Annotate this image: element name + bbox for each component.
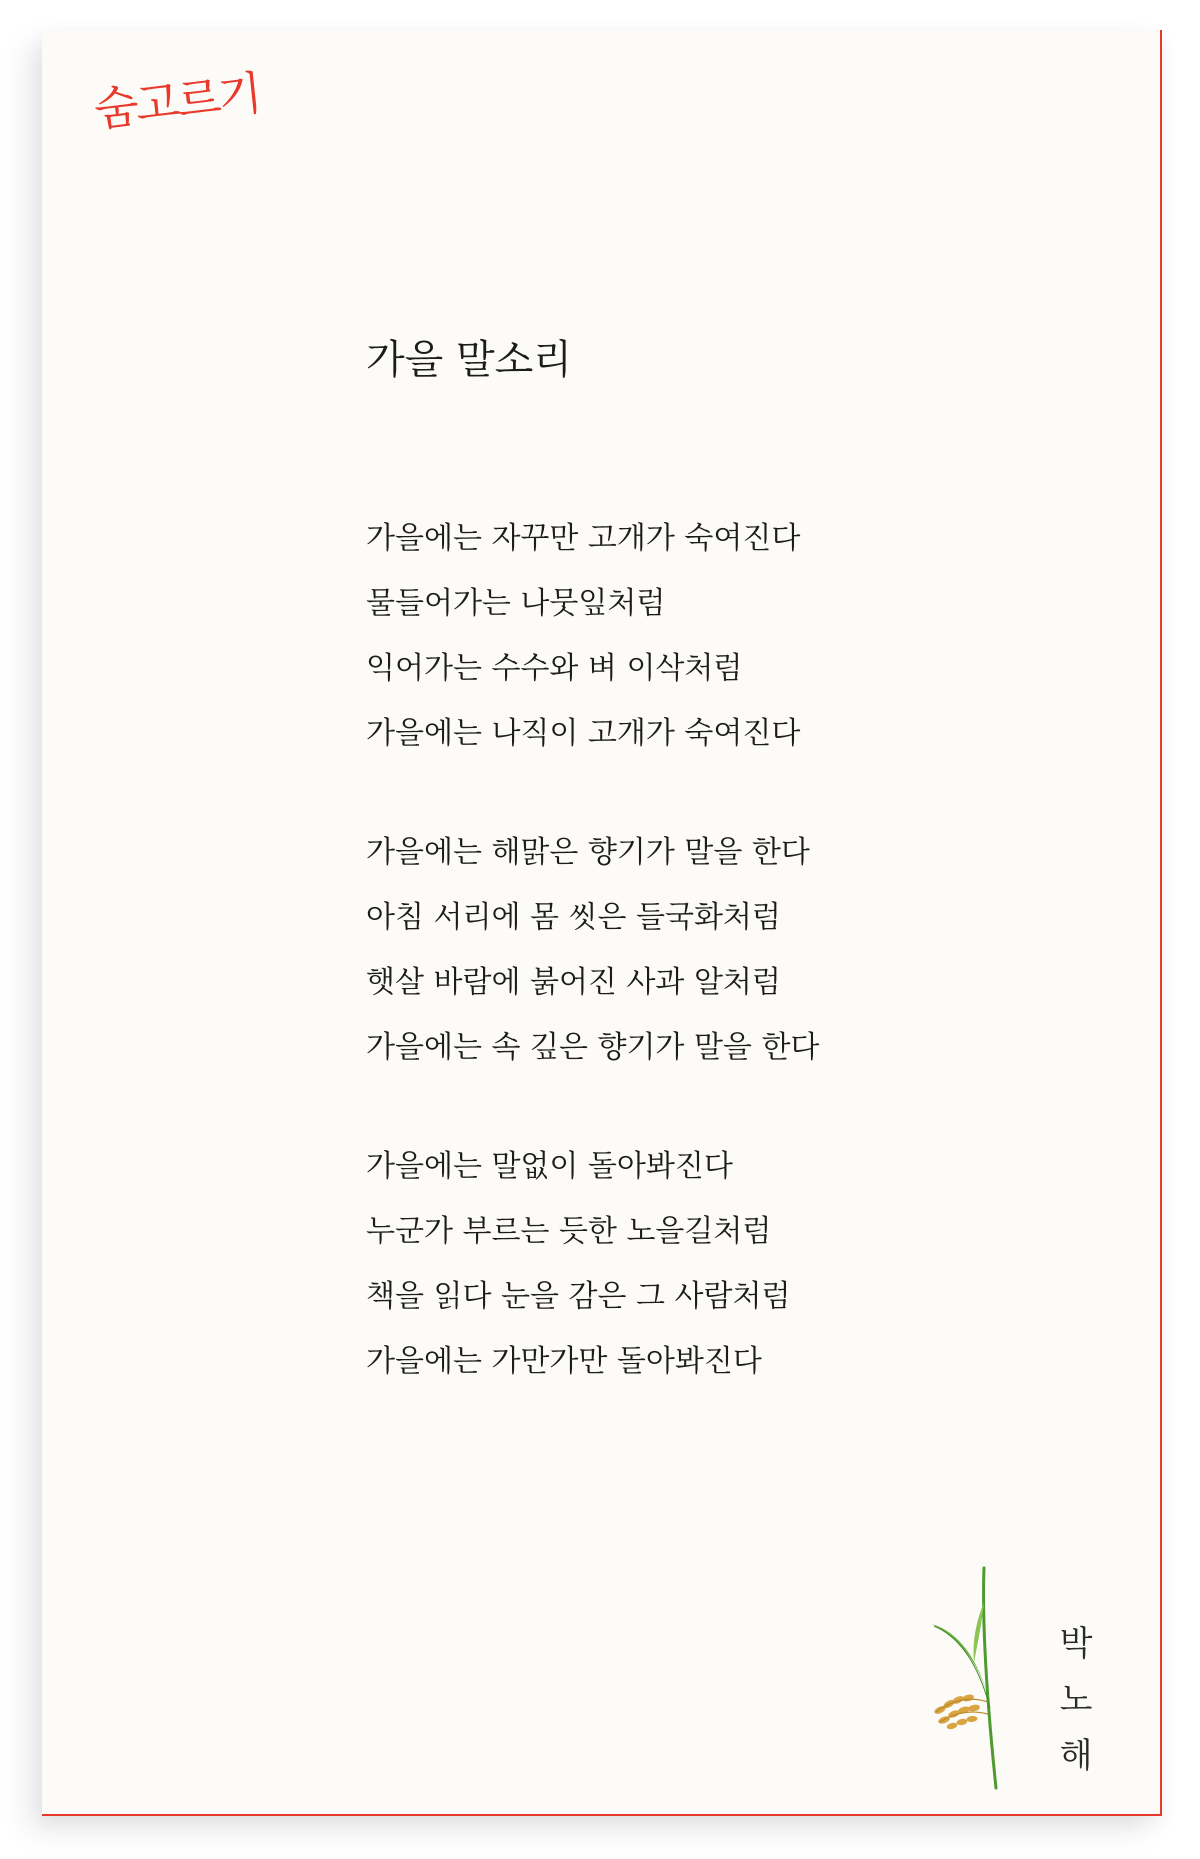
- poem-line: 익어가는 수수와 벼 이삭처럼: [366, 651, 743, 686]
- poem-line: 가을에는 자꾸만 고개가 숙여진다: [366, 521, 801, 556]
- poem-title: 가을 말소리: [366, 337, 572, 383]
- stanza-2: [366, 820, 1066, 1080]
- poem-line: 물들어가는 나뭇잎처럼: [366, 586, 666, 621]
- poem-line: 누군가 부르는 듯한 노을길처럼: [366, 1214, 772, 1249]
- rice-stalk-icon: [922, 1562, 1032, 1792]
- poem-line: 햇살 바람에 붉어진 사과 알처럼: [366, 965, 781, 1000]
- author-char: 노: [1059, 1680, 1093, 1720]
- stanza-1: [366, 506, 1066, 766]
- author-char: 해: [1059, 1736, 1093, 1776]
- poem-line: 가을에는 나직이 고개가 숙여진다: [366, 716, 801, 751]
- stanza-3: [366, 1134, 1066, 1394]
- author-signature: [1044, 1616, 1108, 1784]
- poem-line: 가을에는 속 깊은 향기가 말을 한다: [366, 1030, 820, 1065]
- poem-line: 가을에는 가만가만 돌아봐진다: [366, 1344, 762, 1379]
- author-char: 박: [1059, 1624, 1093, 1664]
- poem-line: 가을에는 해맑은 향기가 말을 한다: [366, 835, 810, 870]
- poem-line: 책을 읽다 눈을 감은 그 사람처럼: [366, 1279, 791, 1314]
- poem-line: 가을에는 말없이 돌아봐진다: [366, 1149, 733, 1184]
- poem: [366, 330, 1066, 1448]
- poem-line: 아침 서리에 몸 씻은 들국화처럼: [366, 900, 781, 935]
- brand-logo[interactable]: 숨고르기: [91, 65, 262, 137]
- poem-card: [42, 30, 1162, 1816]
